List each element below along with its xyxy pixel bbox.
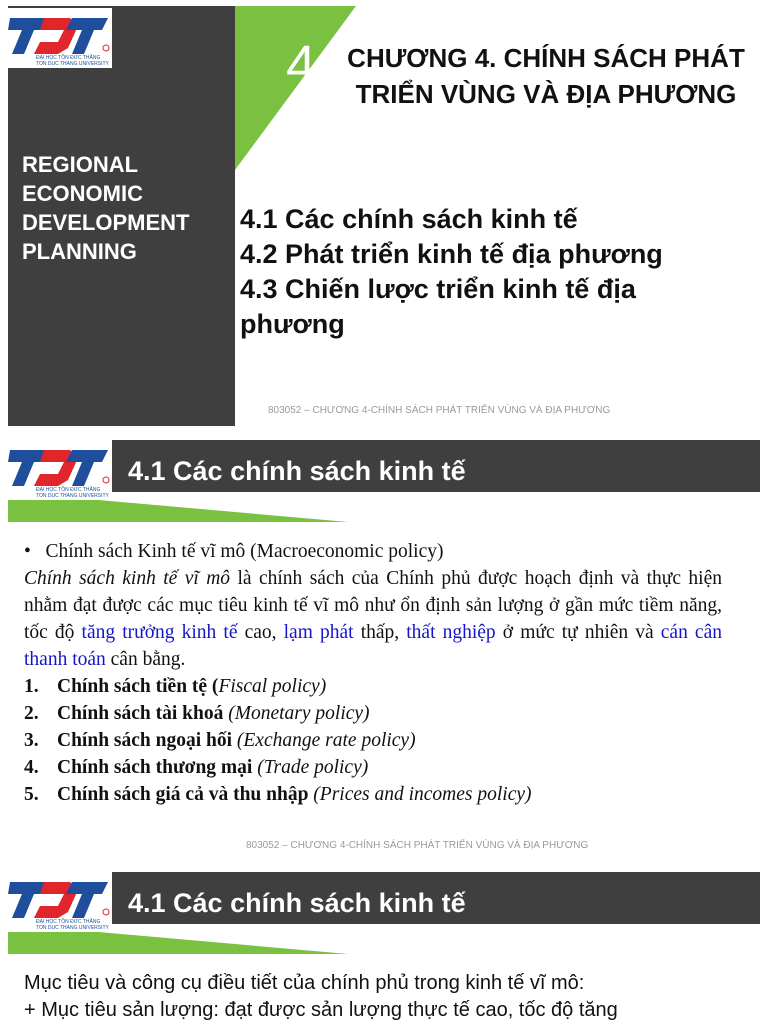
slide-heading: 4.1 Các chính sách kinh tế — [128, 456, 466, 486]
slide-footer: 803052 – CHƯƠNG 4-CHÍNH SÁCH PHÁT TRIỂN VÙNG VÀ ĐỊA PHƯƠNG — [246, 840, 589, 851]
item-number: 2. — [24, 703, 39, 724]
logo-subtitle: ĐẠI HỌC TÔN ĐỨC THẮNG TON DUC THANG UNIVERSITY — [36, 919, 109, 931]
chapter-title: CHƯƠNG 4. CHÍNH SÁCH PHÁT TRIỂN VÙNG VÀ ĐỊA PHƯƠNG — [347, 43, 745, 109]
item-title: Chính sách thương mại — [57, 757, 258, 778]
logo-subtitle: ĐẠI HỌC TÔN ĐỨC THẮNG TON DUC THANG UNIVERSITY — [36, 55, 109, 67]
course-label: REGIONAL ECONOMIC DEVELOPMENT PLANNING — [22, 152, 190, 264]
policy-list-item — [24, 727, 722, 754]
definition-paragraph — [24, 565, 722, 673]
item-number: 5. — [24, 784, 39, 805]
logo-subtitle: ĐẠI HỌC TÔN ĐỨC THẮNG TON DUC THANG UNIVERSITY — [36, 487, 109, 499]
item-number: 3. — [24, 730, 39, 751]
item-title: Chính sách ngoại hối — [57, 730, 237, 751]
item-english: (Trade policy) — [257, 757, 369, 778]
bullet-text: Chính sách Kinh tế vĩ mô (Macroeconomic policy) — [45, 541, 444, 562]
link-can-can-thanh-toan[interactable]: cán cân thanh toán — [24, 622, 722, 670]
toc-item: 4.3 Chiến lược triển kinh tế địa phương — [240, 274, 636, 339]
italic-lead: Chính sách kinh tế vĩ mô — [24, 568, 231, 589]
slide-heading: 4.1 Các chính sách kinh tế — [128, 888, 466, 918]
item-english: (Exchange rate policy) — [236, 730, 416, 751]
policy-list-item — [24, 700, 722, 727]
item-number: 4. — [24, 757, 39, 778]
bullet-item — [24, 538, 722, 565]
item-english: (Monetary policy) — [228, 703, 370, 724]
item-english: (Prices and incomes policy) — [313, 784, 532, 805]
item-title: Chính sách tiền tệ ( — [57, 676, 219, 697]
tdt-logo — [8, 872, 112, 932]
tdt-logo — [8, 440, 112, 500]
slide-body — [24, 970, 746, 1024]
item-number: 1. — [24, 676, 39, 697]
item-title: Chính sách giá cả và thu nhập — [57, 784, 314, 805]
toc-item: 4.2 Phát triển kinh tế địa phương — [240, 239, 663, 269]
link-tang-truong[interactable]: tăng trưởng kinh tế — [81, 622, 238, 643]
policy-list-item — [24, 673, 722, 700]
para-text: cân bằng. — [105, 649, 186, 670]
chapter-number: 4 — [286, 35, 317, 95]
content-slide-1 — [0, 438, 768, 862]
link-lam-phat[interactable]: lạm phát — [283, 622, 354, 643]
slide-footer: 803052 – CHƯƠNG 4-CHÍNH SÁCH PHÁT TRIỂN VÙNG VÀ ĐỊA PHƯƠNG — [268, 405, 611, 416]
policy-list-item — [24, 781, 722, 808]
tdt-logo — [8, 8, 112, 68]
para-text: thấp, — [353, 622, 407, 643]
para-text: là chính sách của Chính phủ được hoạch định và thực hiện nhằm đạt được các mục tiêu kinh tế vĩ mô như ổn định sản lượng ở gần mức tiềm năng, tốc độ — [24, 568, 722, 643]
item-title: Chính sách tài khoá — [57, 703, 229, 724]
slide-body — [24, 538, 722, 808]
policy-list-item — [24, 754, 722, 781]
link-that-nghiep[interactable]: thất nghiệp — [406, 622, 496, 643]
body-line: Mục tiêu và công cụ điều tiết của chính phủ trong kinh tế vĩ mô: — [24, 972, 585, 994]
toc-item: 4.1 Các chính sách kinh tế — [240, 204, 578, 234]
para-text: ở mức tự nhiên và — [495, 622, 661, 643]
item-english: Fiscal policy) — [218, 676, 327, 697]
bullet-marker: • — [24, 541, 31, 562]
body-line: + Mục tiêu sản lượng: đạt được sản lượng thực tế cao, tốc độ tăng — [24, 999, 618, 1021]
title-slide — [0, 0, 768, 432]
content-slide-2 — [0, 866, 768, 1024]
para-text: cao, — [237, 622, 284, 643]
table-of-contents — [240, 202, 740, 342]
